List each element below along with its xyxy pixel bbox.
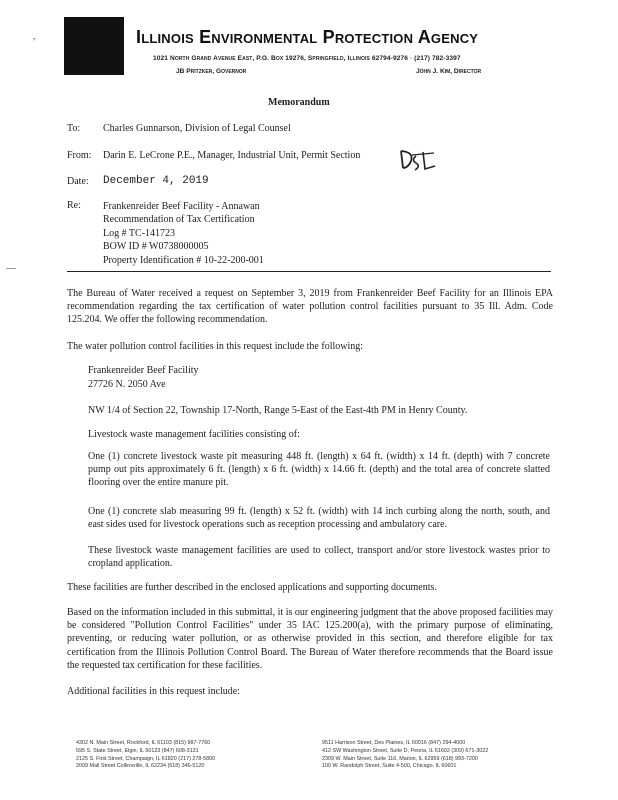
footer-office: 100 W. Randolph Street, Suite 4-500, Chicago, IL 60601	[322, 763, 457, 770]
paragraph-facilities-intro: The water pollution control facilities in this request include the following:	[67, 341, 364, 352]
footer-office: 2309 W. Main Street, Suite 116, Marion, IL 62959 (618) 993-7200	[322, 755, 478, 762]
from-value: Darin E. LeCrone P.E., Manager, Industrial Unit, Permit Section	[103, 150, 361, 161]
item-purpose: These livestock waste management facilities are used to collect, transport and/or store livestock wastes prior to cropland application.	[88, 545, 550, 570]
footer-office: 595 S. State Street, Elgin, IL 60123 (847) 608-3131	[76, 747, 199, 754]
date-value: December 4, 2019	[103, 175, 209, 187]
re-property-id: Property Identification # 10-22-200-001	[103, 254, 264, 266]
from-label: From:	[67, 150, 92, 161]
re-label: Re:	[67, 200, 81, 211]
paragraph-further-described: These facilities are further described in the enclosed applications and supporting documents.	[67, 582, 437, 593]
item-waste-pit: One (1) concrete livestock waste pit measuring 448 ft. (length) x 64 ft. (width) x 14 ft. (depth) with 7 concrete pump out pits approximately 6 ft. (length) x 6 ft. (width) x 14.66 ft. (depth) and the total area of concrete slatted flooring over the entire manure pit.	[88, 451, 550, 489]
director: John J. Kim, Director	[416, 68, 482, 75]
footer-office: 9511 Harrison Street, Des Plaines, IL 60016 (847) 294-4000	[322, 740, 466, 746]
handwritten-initials	[398, 147, 438, 173]
header-divider	[67, 271, 551, 272]
re-facility: Frankenreider Beef Facility - Annawan	[103, 201, 260, 212]
re-log-number: Log # TC-141723	[103, 227, 176, 239]
footer-office: 412 SW Washington Street, Suite D, Peoria, IL 61602 (309) 671-3022	[322, 747, 489, 754]
waste-intro: Livestock waste management facilities consisting of:	[88, 429, 300, 440]
facility-name: Frankenreider Beef Facility	[88, 365, 199, 376]
agency-name: Illinois Environmental Protection Agency	[136, 27, 479, 47]
date-label: Date:	[67, 176, 89, 187]
paragraph-request: The Bureau of Water received a request on September 3, 2019 from Frankenreider Beef Facility for an Illinois EPA recommendation regarding the tax certification of water pollution control facilities pursuant to 35 Ill. Adm. Code 125.204. We offer the following recommendation.	[67, 288, 553, 326]
paragraph-judgment: Based on the information included in this submittal, it is our engineering judgment that the above proposed facilities may be considered "Pollution Control Facilities" under 35 IAC 125.200(a), with the primary purpose of eliminating, preventing, or reducing water pollution, or as otherwise provided in this section, and therefore eligible for tax certification from the Illinois Pollution Control Board. The Bureau of Water therefore recommends that the Board issue the requested tax certification for these facilities.	[67, 607, 553, 671]
footer-office: 2009 Mall Street Collinsville, IL 62234 (618) 346-5120	[76, 763, 205, 770]
governor: JB Pritzker, Governor	[176, 68, 247, 75]
to-label: To:	[67, 123, 81, 134]
footer-office: 4302 N. Main Street, Rockford, IL 61103 (815) 987-7760	[76, 740, 211, 746]
stray-mark: ,	[33, 31, 36, 41]
footer-office: 2125 S. First Street, Champaign, IL 61820 (217) 278-5800	[76, 755, 216, 762]
facility-location: NW 1/4 of Section 22, Township 17-North, Range 5-East of the East-4th PM in Henry County.	[88, 405, 468, 416]
agency-address: 1021 North Grand Avenue East, P.O. Box 19276, Springfield, Illinois 62794-9276 · (217) 782-3397	[153, 55, 461, 62]
facility-address: 27726 N. 2050 Ave	[88, 379, 166, 390]
facility-block	[88, 364, 199, 392]
memo-title: Memorandum	[268, 97, 330, 108]
to-value: Charles Gunnarson, Division of Legal Counsel	[103, 123, 291, 134]
edge-scan-mark	[6, 268, 16, 269]
re-block	[103, 200, 264, 267]
footer-offices-left	[76, 740, 215, 771]
paragraph-additional: Additional facilities in this request include:	[67, 686, 241, 697]
agency-logo	[64, 17, 124, 75]
re-subject: Recommendation of Tax Certification	[103, 214, 255, 226]
re-bow-id: BOW ID # W0738000005	[103, 241, 209, 253]
item-concrete-slab: One (1) concrete slab measuring 99 ft. (length) x 52 ft. (width) with 14 inch curbing along the north, south, and east sides used for livestock operations such as reception processing and ambulatory care.	[88, 506, 550, 531]
footer-offices-right	[322, 740, 488, 771]
